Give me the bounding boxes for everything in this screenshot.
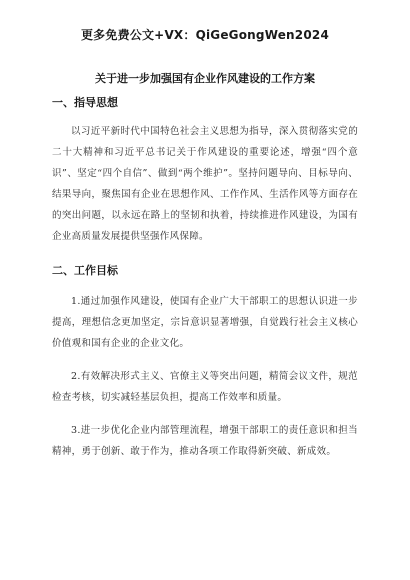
- header-watermark-text: 更多免费公文+VX：QiGeGongWen2024: [80, 28, 329, 42]
- paragraph-goal-2: 2.有效解决形式主义、官僚主义等突出问题，精简会议文件，规范检查考核，切实减轻基层负担，提高工作效率和质量。: [52, 371, 358, 403]
- document-title: 关于进一步加强国有企业作风建设的工作方案: [95, 72, 315, 85]
- paragraph-goal-1: 1.通过加强作风建设，使国有企业广大干部职工的思想认识进一步提高，理想信念更加坚定，宗旨意识显著增强，自觉践行社会主义核心价值观和国有企业的企业文化。: [52, 296, 358, 349]
- paragraph-goal-3: 3.进一步优化企业内部管理流程，增强干部职工的责任意识和担当精神，勇于创新、敢于作为，推动各项工作取得新突破、新成效。: [52, 425, 358, 457]
- section-heading-work-goals: 二、工作目标: [52, 264, 118, 277]
- paragraph-guiding-ideology: 以习近平新时代中国特色社会主义思想为指导，深入贯彻落实党的二十大精神和习近平总书记关于作风建设的重要论述，增强“四个意识”、坚定“四个自信”、做到“两个维护”。坚持问题导向、目标导向、结果导向，聚焦国有企业在思想作风、工作作风、生活作风等方面存在的突出问题，以永远在路上的坚韧和执着，持续推进作风建设，为国有企业高质量发展提供坚强作风保障。: [52, 126, 358, 242]
- section-heading-guiding-ideology: 一、指导思想: [52, 96, 118, 109]
